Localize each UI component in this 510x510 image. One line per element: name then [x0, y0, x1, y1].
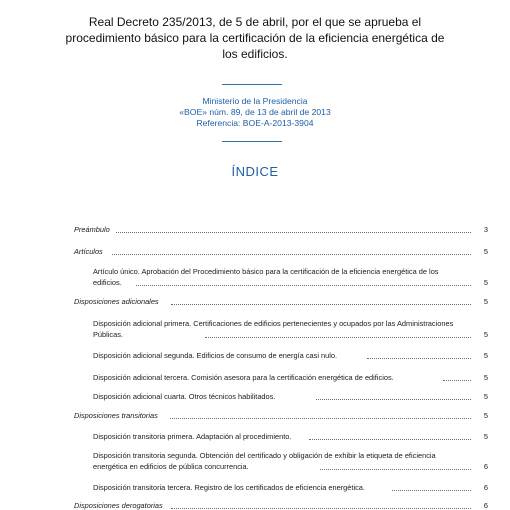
toc-page-number: 5 [483, 432, 488, 441]
toc-entry-transitoria-segunda[interactable]: Disposición transitoria segunda. Obtención del certificado y obligación de exhibir la etiqueta de eficiencia energética en edificios de pública concurrencia. [93, 451, 436, 471]
toc-leader-dots [392, 489, 471, 491]
toc-leader-dots [171, 507, 471, 509]
toc-leader-dots [170, 417, 471, 419]
toc-leader-dots [116, 231, 471, 233]
toc-page-number: 5 [483, 392, 488, 401]
toc-entry-articulos[interactable]: Artículos [74, 247, 103, 256]
toc-leader-dots [171, 303, 471, 305]
toc-entry-adicional-cuarta[interactable]: Disposición adicional cuarta. Otros técnicos habilitados. [93, 392, 276, 401]
toc-entry-disposiciones-derogatorias[interactable]: Disposiciones derogatorias [74, 501, 163, 510]
toc-entry-articulo-unico[interactable]: Artículo único. Aprobación del Procedimiento básico para la certificación de la eficiencia energética de los edificios. [93, 267, 439, 287]
toc-page-number: 6 [483, 501, 488, 510]
toc-leader-dots [320, 468, 471, 470]
toc-leader-dots [112, 253, 471, 255]
toc-page-number: 5 [483, 247, 488, 256]
toc-leader-dots [309, 438, 471, 440]
ministry-line: Ministerio de la Presidencia [202, 96, 308, 106]
toc-entry-disposiciones-adicionales[interactable]: Disposiciones adicionales [74, 297, 159, 306]
toc-leader-dots [205, 336, 471, 338]
toc-entry-transitoria-tercera[interactable]: Disposición transitoria tercera. Registro de los certificados de eficiencia energética. [93, 483, 365, 492]
toc-leader-dots [367, 357, 471, 359]
toc-page-number: 5 [483, 330, 488, 339]
document-title: Real Decreto 235/2013, de 5 de abril, por el que se aprueba el procedimiento básico para la certificación de la eficiencia energética de los edificios. [65, 15, 445, 61]
toc-entry-adicional-segunda[interactable]: Disposición adicional segunda. Edificios de consumo de energía casi nulo. [93, 351, 338, 360]
toc-page-number: 5 [483, 411, 488, 420]
toc-entry-adicional-primera[interactable]: Disposición adicional primera. Certificaciones de edificios pertenecientes y ocupados por las Administraciones Públicas. [93, 319, 454, 339]
toc-page-number: 6 [483, 483, 488, 492]
toc-page-number: 5 [483, 373, 488, 382]
toc-leader-dots [136, 284, 471, 286]
toc-page-number: 5 [483, 278, 488, 287]
toc-entry-disposiciones-transitorias[interactable]: Disposiciones transitorias [74, 411, 158, 420]
index-title: ÍNDICE [231, 164, 279, 179]
toc-entry-preambulo[interactable]: Preámbulo [74, 225, 110, 234]
toc-entry-adicional-tercera[interactable]: Disposición adicional tercera. Comisión asesora para la certificación energética de edificios. [93, 373, 394, 382]
toc-page-number: 5 [483, 351, 488, 360]
boe-line: «BOE» núm. 89, de 13 de abril de 2013 [179, 107, 331, 117]
toc-entry-transitoria-primera[interactable]: Disposición transitoria primera. Adaptación al procedimiento. [93, 432, 292, 441]
toc-page-number: 6 [483, 462, 488, 471]
toc-page-number: 5 [483, 297, 488, 306]
toc-page-number: 3 [483, 225, 488, 234]
toc-leader-dots [443, 379, 471, 381]
reference-line: Referencia: BOE-A-2013-3904 [196, 118, 314, 128]
toc-leader-dots [316, 398, 471, 400]
